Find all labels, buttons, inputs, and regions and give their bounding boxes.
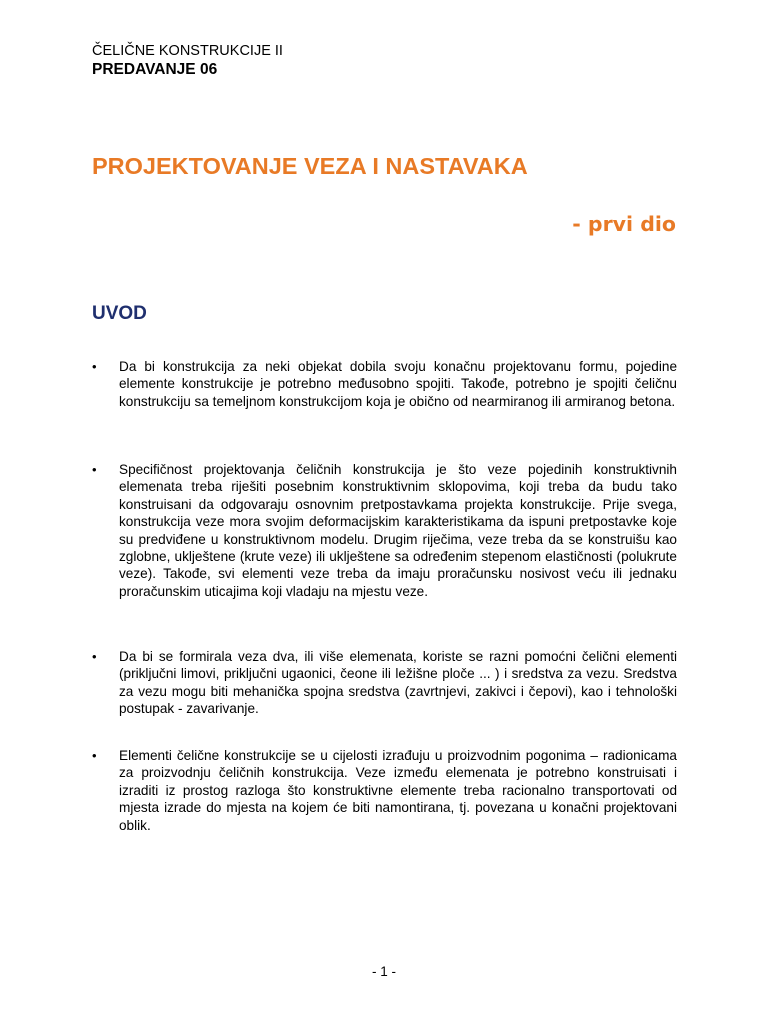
bullet-item [92,358,677,430]
course-name: ČELIČNE KONSTRUKCIJE II [92,43,283,59]
bullet-item [92,461,677,621]
bullet-item [92,747,677,837]
bullet-icon: • [92,359,97,374]
section-heading: UVOD [92,303,147,324]
paragraph-text: Specifičnost projektovanja čeličnih konstrukcija je što veze pojedinih konstruktivnih elemenata treba riješiti posebnim konstruktivnim sklopovima, koji treba da budu tako konstruisani da odgovaraju osnovnim pretpostavkama projekta konstrukcije. Prije svega, konstrukcija veze mora svojim deformacijskim karakteristikama da ispuni pretpostavke koje su predviđene u konstruktivnom modelu. Drugim riječima, veze treba da se konstruišu kao zglobne, uklještene (krute veze) ili uklještene sa određenim stepenom elastičnosti (polukrute veze). Takođe, svi elementi veze treba da imaju proračunsku nosivost veću ili jednaku proračunskim uticajima koji vladaju na mjestu veze. [119,462,677,599]
paragraph-text: Da bi se formirala veza dva, ili više elemenata, koriste se razni pomoćni čelični elementi (priključni limovi, priključni ugaonici, čeone ili ležišne ploče ... ) i sredstva za vezu. Sredstva za vezu mogu biti mehanička spojna sredstva (zavrtnjevi, zakivci i čepovi), kao i tehnološki postupak - zavarivanje. [119,649,677,717]
page-number: - 1 - [371,964,396,979]
paragraph-text: Elementi čelične konstrukcije se u cijelosti izrađuju u proizvodnim pogonima – radionicama za proizvodnju čeličnih konstrukcija. Veze između elemenata je potrebno konstruisati i izraditi iz prostog razloga što konstruktivne elemente treba racionalno transportovati od mjesta izrade do mjesta na kojem će biti namontirana, tj. povezana u konačni projektovani oblik. [119,748,677,833]
lecture-number: PREDAVANJE 06 [92,61,218,78]
bullet-icon: • [92,649,97,664]
bullet-icon: • [92,462,97,477]
bullet-item [92,648,677,720]
document-title: PROJEKTOVANJE VEZA I NASTAVAKA [92,153,528,179]
bullet-icon: • [92,748,97,763]
paragraph-text: Da bi konstrukcija za neki objekat dobila svoju konačnu projektovanu formu, pojedine elemente konstrukcije je potrebno međusobno spojiti. Takođe, potrebno je spojiti čeličnu konstrukciju sa temeljnom konstrukcijom koja je obično od nearmiranog ili armiranog betona. [119,359,677,409]
document-subtitle: - prvi dio [572,212,676,236]
